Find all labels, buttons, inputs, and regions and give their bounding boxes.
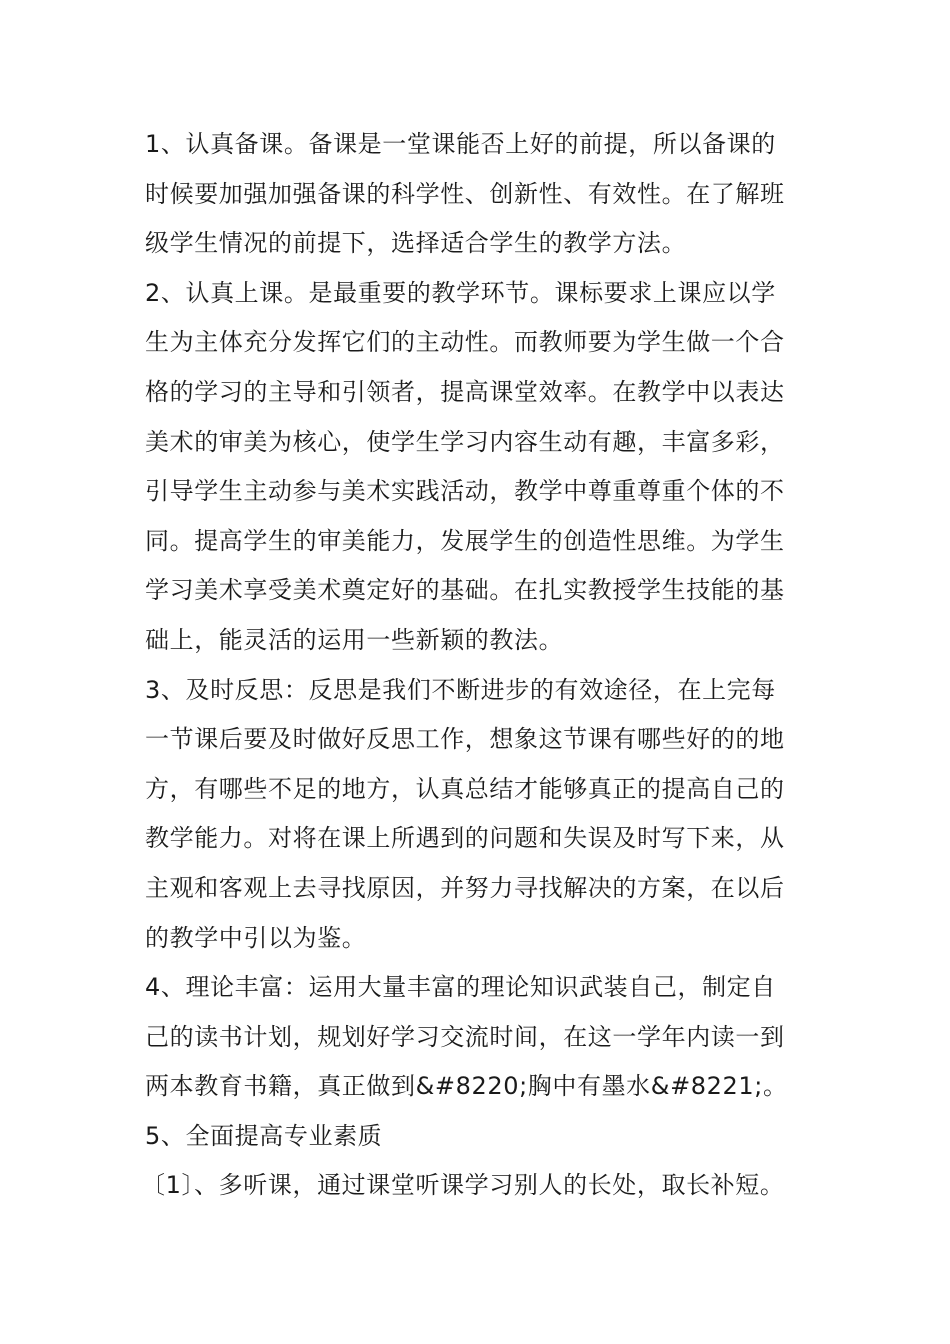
text-line: 〔1〕、多听课，通过课堂听课学习别人的长处，取长补短。 <box>141 1171 785 1200</box>
text-line: 两本教育书籍，真正做到&#8220;胸中有墨水&#8221;。 <box>145 1072 788 1101</box>
text-line: 的教学中引以为鉴。 <box>145 923 367 952</box>
text-line: 方，有哪些不足的地方，认真总结才能够真正的提高自己的 <box>145 774 785 803</box>
text-line: 时候要加强加强备课的科学性、创新性、有效性。在了解班 <box>145 179 785 208</box>
text-line: 学习美术享受美术奠定好的基础。在扎实教授学生技能的基 <box>145 576 785 605</box>
document-body <box>141 120 810 1211</box>
text-line: 2、认真上课。是最重要的教学环节。课标要求上课应以学 <box>145 278 776 307</box>
text-line: 生为主体充分发挥它们的主动性。而教师要为学生做一个合 <box>145 328 785 357</box>
text-line: 5、全面提高专业素质 <box>145 1121 383 1150</box>
text-line: 一节课后要及时做好反思工作，想象这节课有哪些好的的地 <box>145 725 785 754</box>
text-line: 主观和客观上去寻找原因，并努力寻找解决的方案，在以后 <box>145 873 785 902</box>
text-line: 础上，能灵活的运用一些新颖的教法。 <box>145 625 564 654</box>
text-line: 引导学生主动参与美术实践活动，教学中尊重尊重个体的不 <box>145 477 785 506</box>
text-line: 3、及时反思：反思是我们不断进步的有效途径，在上完每 <box>145 675 776 704</box>
text-line: 美术的审美为核心，使学生学习内容生动有趣，丰富多彩， <box>145 427 785 456</box>
text-line: 同。提高学生的审美能力，发展学生的创造性思维。为学生 <box>145 526 785 555</box>
text-line: 4、理论丰富：运用大量丰富的理论知识武装自己，制定自 <box>145 973 776 1002</box>
text-line: 己的读书计划，规划好学习交流时间，在这一学年内读一到 <box>145 1022 785 1051</box>
text-line: 教学能力。对将在课上所遇到的问题和失误及时写下来，从 <box>145 824 785 853</box>
text-line: 1、认真备课。备课是一堂课能否上好的前提，所以备课的 <box>145 130 776 158</box>
text-line: 级学生情况的前提下，选择适合学生的教学方法。 <box>145 229 687 258</box>
text-line: 格的学习的主导和引领者，提高课堂效率。在教学中以表达 <box>145 377 785 406</box>
